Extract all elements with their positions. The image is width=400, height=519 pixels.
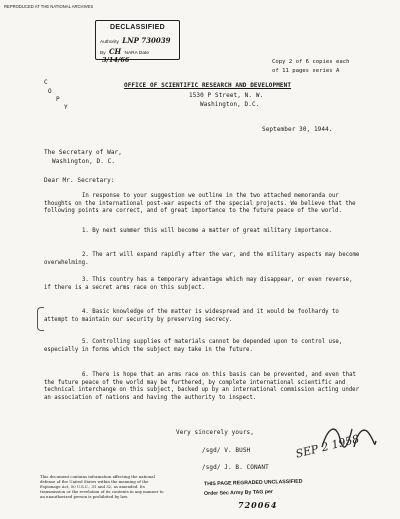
addressee-line-2: Washington, D. C. (52, 158, 116, 165)
margin-letter-y: Y (64, 104, 68, 111)
stamp-nara-label: NARA Date (124, 51, 150, 56)
margin-letter-p: P (56, 96, 60, 103)
stamp-by-label: By (100, 51, 106, 56)
margin-letter-o: O (48, 88, 52, 95)
regraded-line-1: THIS PAGE REGRADED UNCLASSIFIED (203, 478, 303, 488)
regraded-line-3: 720064 (238, 500, 278, 510)
closing: Very sincerely yours, (176, 429, 254, 436)
addressee-line-1: The Secretary of War, (44, 149, 122, 156)
letter-date: September 30, 1944. (262, 126, 333, 133)
stamp-by-row (100, 47, 179, 64)
salutation: Dear Mr. Secretary: (44, 177, 115, 184)
stamp-authority-label: Authority (100, 40, 119, 45)
stamp-authority-row (100, 36, 171, 45)
signature-conant: /sgd/ J. B. CONANT (202, 464, 269, 471)
copy-line-1: Copy 2 of 6 copies each (272, 59, 350, 65)
stamp-authority-value: LNP 730039 (122, 36, 171, 45)
archive-label: REPRODUCED AT THE NATIONAL ARCHIVES (4, 4, 94, 9)
point-6: 6. There is hope that an arms race on this basis can be prevented, and even that the future peace of the world may be furthered, by complete international scientific and technical interchange on this subject, backed up by an international commission acting under an association of nations and having the authority to inspect. (44, 372, 360, 401)
handwritten-initials-mark (318, 417, 378, 457)
espionage-notice: This document contains information affecting the national defense of the United States within the meaning of the Espionage Act, 50 U.S.C., 31 and 32, as amended. Its transmission or the revelation of its contents in any manner to an unauthorized person is prohibited by law. (40, 474, 164, 499)
office-street: 1530 P Street, N. W. (189, 92, 264, 99)
point-5: 5. Controlling supplies of materials cannot be depended upon to control use, especially in forms which the subject may take in the future. (44, 339, 343, 353)
declassified-stamp (95, 20, 180, 64)
margin-letter-c: C (44, 79, 48, 86)
office-city: Washington, D.C. (200, 101, 260, 108)
regraded-line-2: Order Sec Army By TAG per (203, 489, 273, 497)
margin-bracket (37, 307, 44, 331)
point-4: 4. Basic knowledge of the matter is widespread and it would be foolhardy to attempt to maintain our security by preserving secrecy. (44, 309, 339, 323)
stamp-by-value: CH (108, 47, 122, 56)
signature-bush: /sgd/ V. BUSH (202, 447, 251, 454)
copy-line-2: of 11 pages series A (272, 68, 340, 74)
intro-paragraph: In response to your suggestion we outline in the two attached memoranda our thoughts on the international post-war aspects of the special projects. We believe that the following points are correct, and of great importance to the future peace of the world. (44, 193, 356, 215)
point-3: 3. This country has a temporary advantage which may disappear, or even reverse, if there is a secret arms race on this subject. (44, 277, 353, 291)
office-name: OFFICE OF SCIENTIFIC RESEARCH AND DEVELOPMENT (124, 82, 292, 89)
stamp-nara-value: 3/14/66 (102, 56, 130, 64)
point-1: 1. By next summer this will become a matter of great military importance. (82, 228, 332, 234)
stamp-title: DECLASSIFIED (110, 24, 165, 31)
handwritten-date: SEP 2 1958 (294, 432, 361, 461)
point-2: 2. The art will expand rapidly after the war, and the military aspects may become overwhelming. (44, 252, 360, 266)
